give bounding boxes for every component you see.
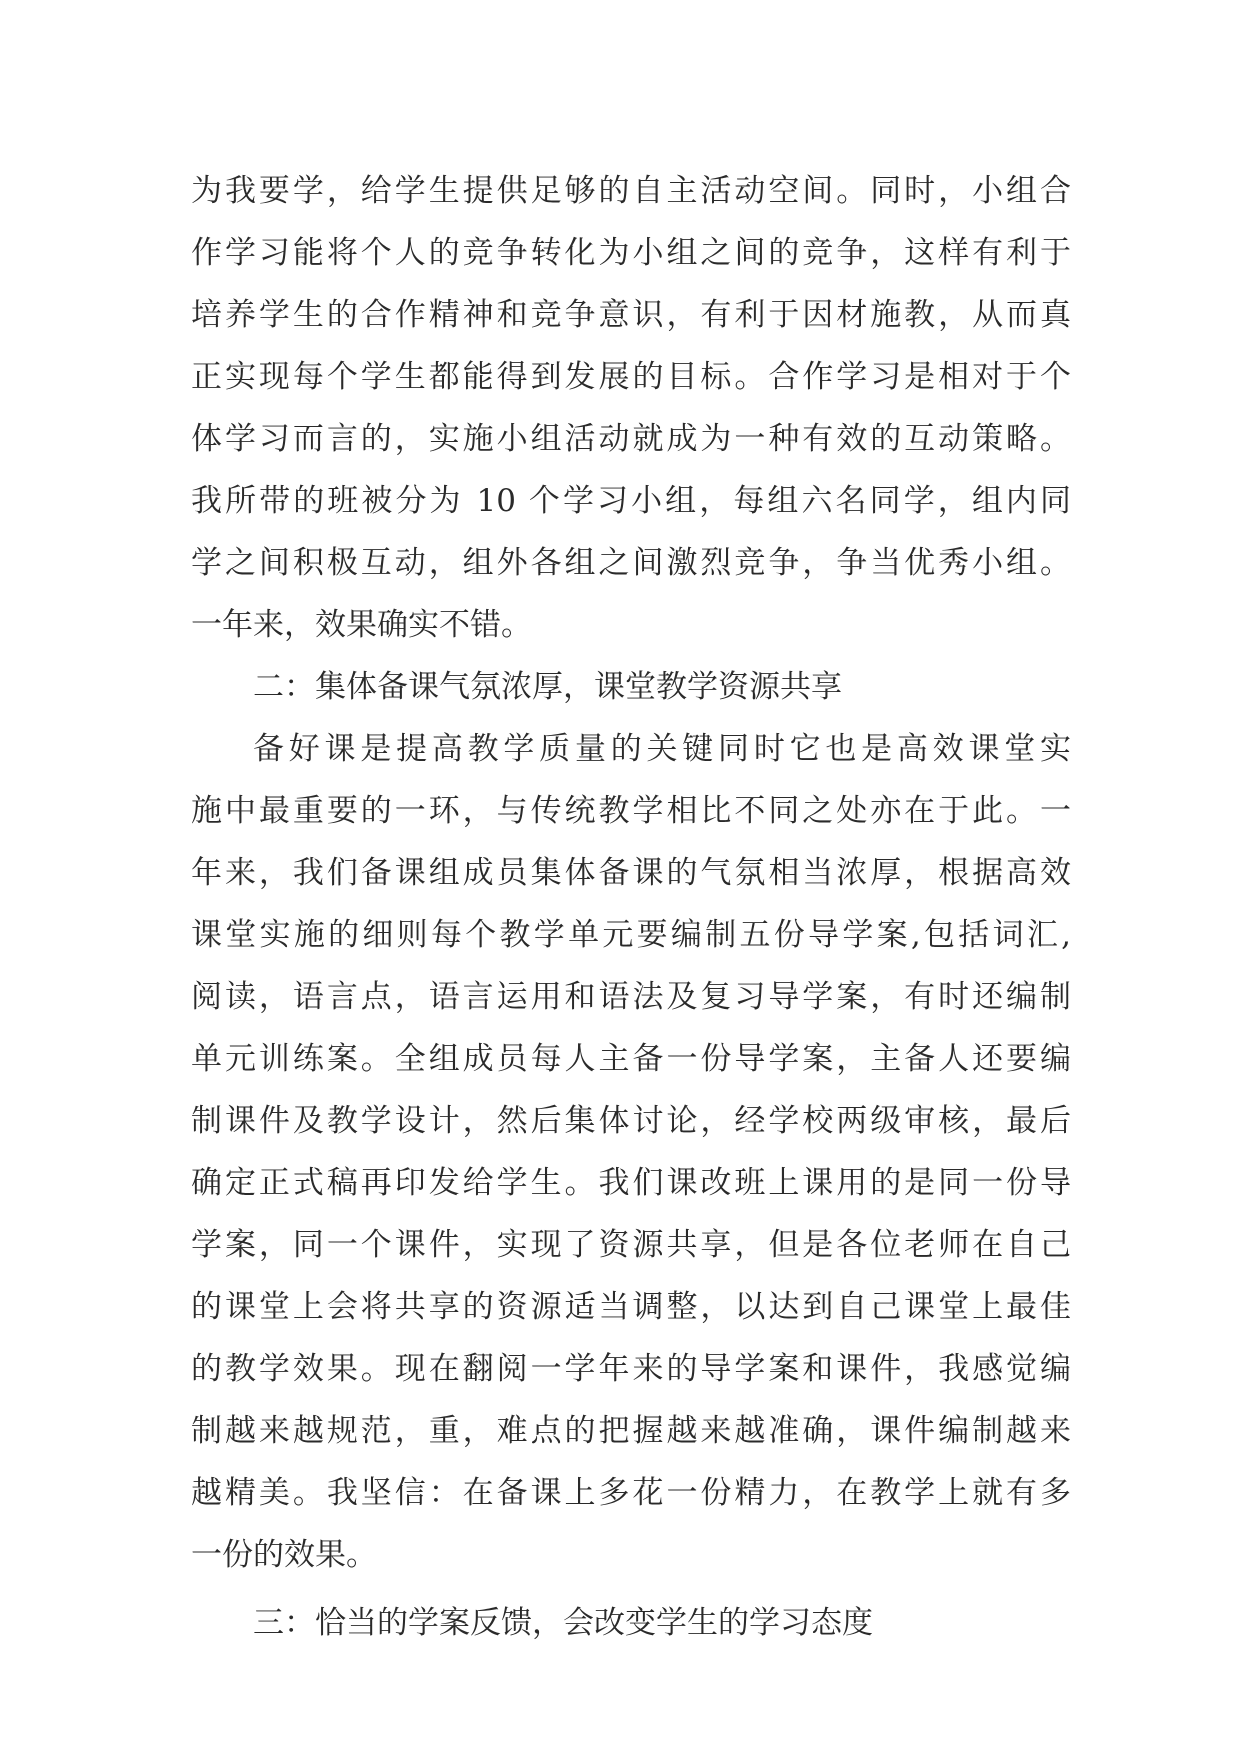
text-line: 备好课是提高教学质量的关键同时它也是高效课堂实 <box>253 731 1071 767</box>
text-line: 培养学生的合作精神和竞争意识，有利于因材施教，从而真 <box>191 297 1071 333</box>
text-line: 确定正式稿再印发给学生。我们课改班上课用的是同一份导 <box>191 1165 1071 1201</box>
section-heading: 二：集体备课气氛浓厚，课堂教学资源共享 <box>253 669 842 705</box>
text-line: 课堂实施的细则每个教学单元要编制五份导学案,包括词汇, <box>191 917 1071 953</box>
text-line: 的教学效果。现在翻阅一学年来的导学案和课件，我感觉编 <box>191 1351 1071 1387</box>
body-text <box>191 160 1071 1654</box>
text-line: 我所带的班被分为 10 个学习小组，每组六名同学，组内同 <box>191 483 1071 519</box>
text-line: 年来，我们备课组成员集体备课的气氛相当浓厚，根据高效 <box>191 855 1071 891</box>
text-line: 体学习而言的，实施小组活动就成为一种有效的互动策略。 <box>191 421 1071 457</box>
text-line: 的课堂上会将共享的资源适当调整，以达到自己课堂上最佳 <box>191 1289 1071 1325</box>
text-line: 为我要学，给学生提供足够的自主活动空间。同时，小组合 <box>191 173 1071 209</box>
text-line: 阅读，语言点，语言运用和语法及复习导学案，有时还编制 <box>191 979 1071 1015</box>
text-line: 正实现每个学生都能得到发展的目标。合作学习是相对于个 <box>191 359 1071 395</box>
text-line: 制课件及教学设计，然后集体讨论，经学校两级审核，最后 <box>191 1103 1071 1139</box>
text-line: 一份的效果。 <box>191 1537 377 1573</box>
text-line: 一年来，效果确实不错。 <box>191 607 532 643</box>
text-line: 学之间积极互动，组外各组之间激烈竞争，争当优秀小组。 <box>191 545 1071 581</box>
text-line: 制越来越规范，重，难点的把握越来越准确，课件编制越来 <box>191 1413 1071 1449</box>
text-line: 作学习能将个人的竞争转化为小组之间的竞争，这样有利于 <box>191 235 1071 271</box>
text-line: 单元训练案。全组成员每人主备一份导学案，主备人还要编 <box>191 1041 1071 1077</box>
text-line: 学案，同一个课件，实现了资源共享，但是各位老师在自己 <box>191 1227 1071 1263</box>
section-heading: 三：恰当的学案反馈，会改变学生的学习态度 <box>253 1605 873 1641</box>
text-line: 越精美。我坚信：在备课上多花一份精力，在教学上就有多 <box>191 1475 1071 1511</box>
text-line: 施中最重要的一环，与传统教学相比不同之处亦在于此。一 <box>191 793 1071 829</box>
